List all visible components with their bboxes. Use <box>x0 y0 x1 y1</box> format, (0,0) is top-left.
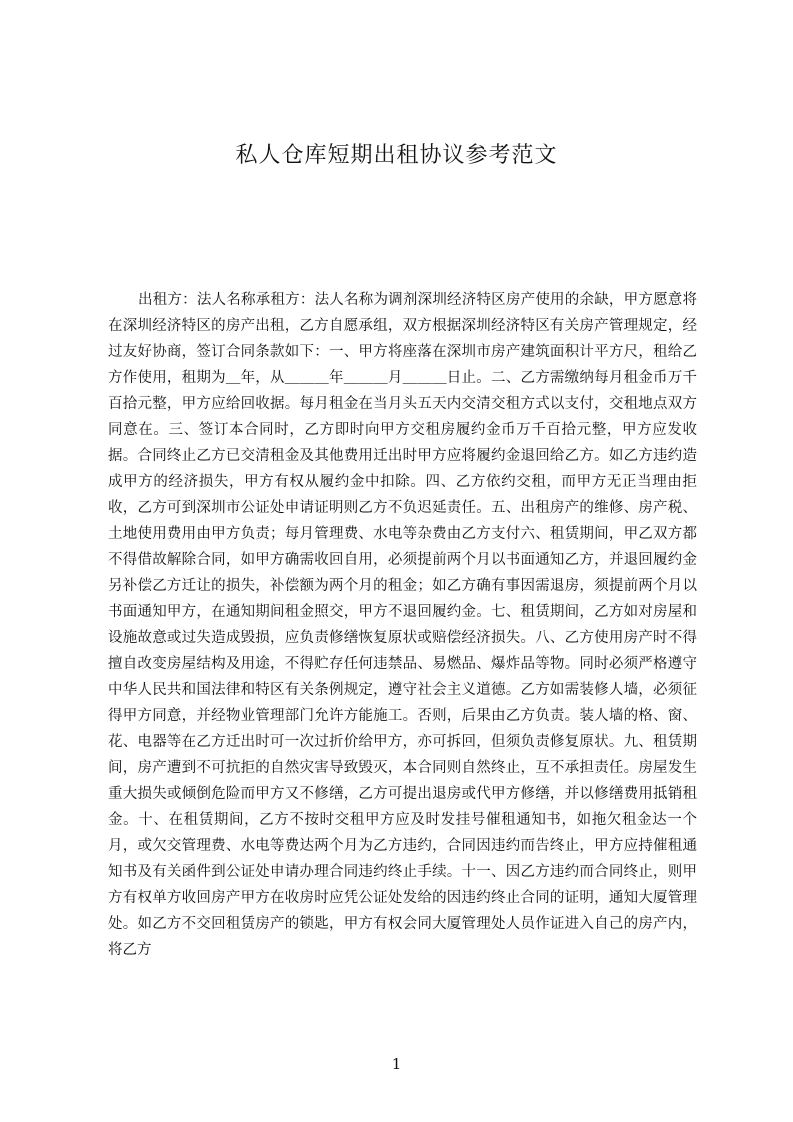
page-number: 1 <box>391 1055 402 1073</box>
body-paragraph: 出租方：法人名称承租方：法人名称为调剂深圳经济特区房产使用的余缺，甲方愿意将在深圳经济特区的房产出租，乙方自愿承组，双方根据深圳经济特区有关房产管理规定，经过友好协商，签订合同条款如下：一、甲方将座落在深圳市房产建筑面积计平方尺，租给乙方作使用，租期为＿年，从＿＿＿年＿＿＿月＿＿＿日止。二、乙方需缴纳每月租金币万千百拾元整，甲方应给回收据。每月租金在当月头五天内交清交租方式以支付，交租地点双方同意在。三、签订本合同时，乙方即时向甲方交租房履约金币万千百拾元整，甲方应发收据。合同终止乙方已交清租金及其他费用迁出时甲方应将履约金退回给乙方。如乙方违约造成甲方的经济损失，甲方有权从履约金中扣除。四、乙方依约交租，而甲方无正当理由拒收，乙方可到深圳市公证处申请证明则乙方不负迟延责任。五、出租房产的维修、房产税、土地使用费用由甲方负责；每月管理费、水电等杂费由乙方支付六、租赁期间，甲乙双方都不得借故解除合同，如甲方确需收回自用，必须提前两个月以书面通知乙方，并退回履约金另补偿乙方迁让的损失，补偿额为两个月的租金；如乙方确有事因需退房，须提前两个月以书面通知甲方，在通知期间租金照交，甲方不退回履约金。七、租赁期间，乙方如对房屋和设施故意或过失造成毁损，应负责修缮恢复原状或赔偿经济损失。八、乙方使用房产时不得擅自改变房屋结构及用途，不得贮存任何违禁品、易燃品、爆炸品等物。同时必须严格遵守中华人民共和国法律和特区有关条例规定，遵守社会主义道德。乙方如需装修人墙，必须征得甲方同意，并经物业管理部门允许方能施工。否则，后果由乙方负责。装人墙的格、窗、花、电器等在乙方迁出时可一次过折价给甲方，亦可拆回，但须负责修复原状。九、租赁期间，房产遭到不可抗拒的自然灾害导致毁灭，本合同则自然终止，互不承担责任。房屋发生重大损失或倾倒危险而甲方又不修缮，乙方可提出退房或代甲方修缮，并以修缮费用抵销租金。十、在租赁期间，乙方不按时交租甲方应及时发挂号催租通知书，如拖欠租金达一个月，或欠交管理费、水电等费达两个月为乙方违约，合同因违约而告终止，甲方应持催租通知书及有关函件到公证处申请办理合同违约终止手续。十一、因乙方违约而合同终止，则甲方有权单方收回房产甲方在收房时应凭公证处发给的因违约终止合同的证明，通知大厦管理处。如乙方不交回租赁房产的锁匙，甲方有权会同大厦管理处人员作证进入自己的房产内，将乙方 <box>108 292 697 958</box>
page-title: 私人仓库短期出租协议参考范文 <box>235 143 558 168</box>
